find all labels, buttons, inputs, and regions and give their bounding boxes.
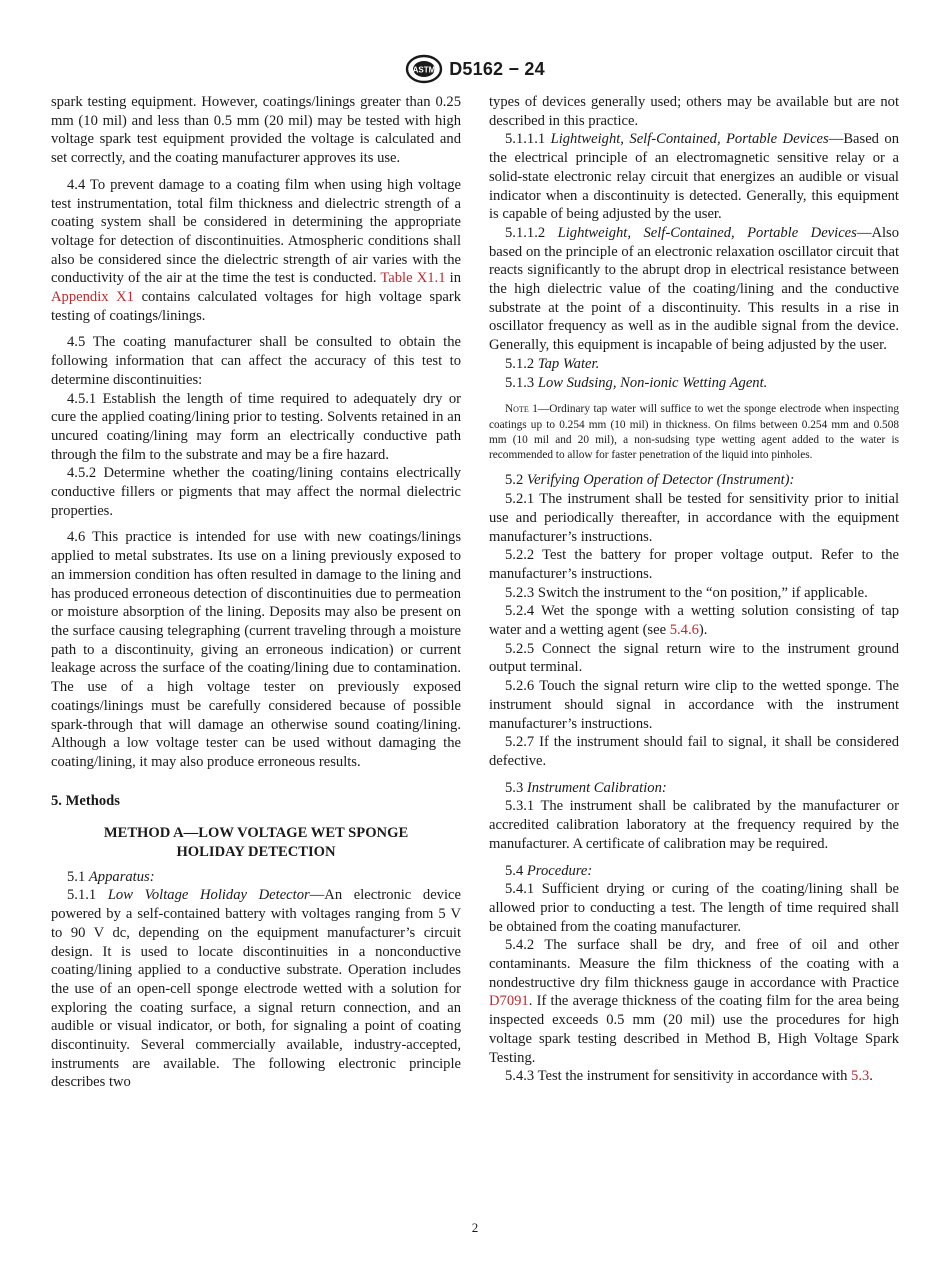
paragraph-5-4-1: 5.4.1 Sufficient drying or curing of the coating/lining shall be allowed prior to conducting a test. The length of time required shall be obtained from the coating manufacturer. [489, 881, 899, 935]
section-5-heading: 5. Methods [51, 792, 120, 809]
paragraph-5-2-1: 5.2.1 The instrument shall be tested for sensitivity prior to initial use and periodically thereafter, in accordance with the equipment manufacturer’s instructions. [489, 491, 899, 545]
page-number: 2 [471, 1220, 479, 1235]
method-a-heading: METHOD A—LOW VOLTAGE WET SPONGE HOLIDAY DETECTION [103, 825, 409, 861]
paragraph-5-1-1-1: 5.1.1.1 Lightweight, Self-Contained, Portable Devices—Based on the electrical principle of an electromagnetic sensitive relay or a solid-state electronic relay circuit that energizes an audible or visual indicator when a discontinuity is detected. Generally, this equipment is capable of being adjusted by the user. [489, 131, 900, 223]
document-designation: D5162 − 24 [449, 58, 545, 79]
paragraph-4-5: 4.5 The coating manufacturer shall be consulted to obtain the following information that can affect the accuracy of this test to determine discontinuities: [51, 334, 461, 388]
paragraph-4-5-1: 4.5.1 Establish the length of time required to adequately dry or cure the applied coating/lining prior to testing. Solvents retained in an uncured coating/lining may form an electrically conductive path through the film to the substrate and may be a fire hazard. [51, 390, 461, 463]
d7091-link[interactable]: D7091 [489, 993, 529, 1010]
paragraph-5-2-7: 5.2.7 If the instrument should fail to signal, it shall be considered defective. [489, 734, 899, 769]
paragraph-continued: spark testing equipment. However, coatings/linings greater than 0.25 mm (10 mil) and less than 0.5 mm (20 mil) may be tested with high voltage spark test equipment provided the voltage is calculated and set correctly, and the coating manufacturer approves its use. [51, 94, 461, 167]
left-column [51, 93, 461, 1092]
paragraph-5-1-2: 5.1.2 Tap Water. [505, 355, 600, 372]
page-header [0, 52, 950, 86]
paragraph-5-4: 5.4 Procedure: [505, 862, 593, 879]
right-column [489, 93, 899, 1086]
paragraph-5-1-3: 5.1.3 Low Sudsing, Non-ionic Wetting Agent. [505, 374, 768, 391]
paragraph-5-3: 5.3 Instrument Calibration: [505, 779, 667, 796]
paragraph-5-4-2: 5.4.2 The surface shall be dry, and free of oil and other contaminants. Measure the film thickness of the coating with a nondestructive dry film thickness gauge in accordance with Practice D7091. If the average thickness of the coating film for the area being inspected exceeds 0.5 mm (20 mil) use the procedures for high voltage spark testing described in Method B, High Voltage Spark Testing. [489, 937, 899, 1066]
paragraph-5-2: 5.2 Verifying Operation of Detector (Instrument): [505, 472, 795, 489]
section-5-3-link[interactable]: 5.3 [851, 1068, 870, 1085]
paragraph-5-1: 5.1 Apparatus: [67, 868, 155, 885]
paragraph-5-1-1-2: 5.1.1.2 Lightweight, Self-Contained, Portable Devices—Also based on the principle of an electronic relaxation oscillator circuit that reacts significantly to the abrupt drop in electrical resistance between the high dielectric value of the coating/lining and the conductive substrate at the point of a discontinuity. This results in a rise in oscillator frequency as well as in the audible signal from the device. Generally, this equipment is incapable of being adjusted by the user. [489, 224, 900, 354]
astm-logo-icon [405, 54, 443, 84]
paragraph-5-2-3: 5.2.3 Switch the instrument to the “on position,” if applicable. [505, 584, 868, 601]
svg-text:ASTM: ASTM [412, 65, 436, 75]
paragraph-continued-right: types of devices generally used; others may be available but are not described in this practice. [489, 94, 899, 129]
paragraph-5-4-3: 5.4.3 Test the instrument for sensitivity in accordance with 5.3. [505, 1068, 873, 1085]
paragraph-5-3-1: 5.3.1 The instrument shall be calibrated by the manufacturer or accredited calibration laboratory at the frequency required by the manufacturer. A certificate of calibration may be required. [489, 798, 899, 852]
paragraph-5-2-6: 5.2.6 Touch the signal return wire clip to the wetted sponge. The instrument should signal in accordance with the instrument manufacturer’s instructions. [489, 678, 899, 732]
paragraph-5-2-5: 5.2.5 Connect the signal return wire to the instrument ground output terminal. [489, 640, 899, 676]
paragraph-4-5-2: 4.5.2 Determine whether the coating/lining contains electrically conductive fillers or pigments that may affect the normal dielectric properties. [51, 465, 461, 519]
paragraph-5-2-4: 5.2.4 Wet the sponge with a wetting solution consisting of tap water and a wetting agent (see 5.4.6). [489, 603, 899, 639]
paragraph-4-4: 4.4 To prevent damage to a coating film when using high voltage test instrumentation, total film thickness and dielectric strength of a coating system shall be considered in determining the appropriate voltage for detection of discontinuities. Atmospheric conditions shall also be considered since the dielectric strength of air varies with the conductivity of the air at the time the test is conducted. Table X1.1 in Appendix X1 contains calculated voltages for high voltage spark testing of coatings/linings. [51, 176, 461, 324]
paragraph-4-6: 4.6 This practice is intended for use with new coatings/linings applied to metal substrates. Its use on a lining previously exposed to an immersion condition has often resulted in damage to the lining and has produced erroneous detection of discontinuities due to permeation or moisture absorption of the lining. Deposits may also be present on the surface causing telegraphing (current traveling through a moisture path to a discontinuity, giving an erroneous indication) or current leakage across the surface of the coating/lining due to contamination. The use of a high voltage tester on previously exposed coatings/linings must be carefully considered because of possible spark-through that will damage an otherwise sound coating/lining. Although a low voltage tester can be used without damaging the coating/lining, it may also produce erroneous results. [51, 529, 461, 770]
paragraph-5-1-1: 5.1.1 Low Voltage Holiday Detector—An electronic device powered by a self-contained battery with voltages ranging from 5 V to 90 V dc, depending on the equipment manufacturer’s circuit design. It is used to locate discontinuities in a nonconductive coating/lining applied to a conductive substrate. Operation includes the use of an open-cell sponge electrode wetted with a solution for exploring the coating surface, a signal return connection, and an audible or visual indicator, or both, for signaling a point of coating discontinuity. Several commercially available, industry-accepted, instruments are available. The following electronic principle describes two [51, 887, 461, 1091]
appendix-x1-link[interactable]: Appendix X1 [51, 289, 134, 306]
paragraph-5-2-2: 5.2.2 Test the battery for proper voltage output. Refer to the manufacturer’s instructions. [489, 547, 899, 582]
section-5-4-6-link[interactable]: 5.4.6 [669, 622, 699, 639]
note-1: Note 1—Ordinary tap water will suffice to wet the sponge electrode when inspecting coatings up to 0.254 mm (10 mil) in thickness. On films between 0.254 mm and 0.508 mm (10 mil and 20 mil), a non-sudsing type wetting agent added to the water is recommended to allow for faster penetration of the liquid into pinholes. [489, 403, 899, 462]
table-x1-1-link[interactable]: Table X1.1 [380, 270, 446, 287]
